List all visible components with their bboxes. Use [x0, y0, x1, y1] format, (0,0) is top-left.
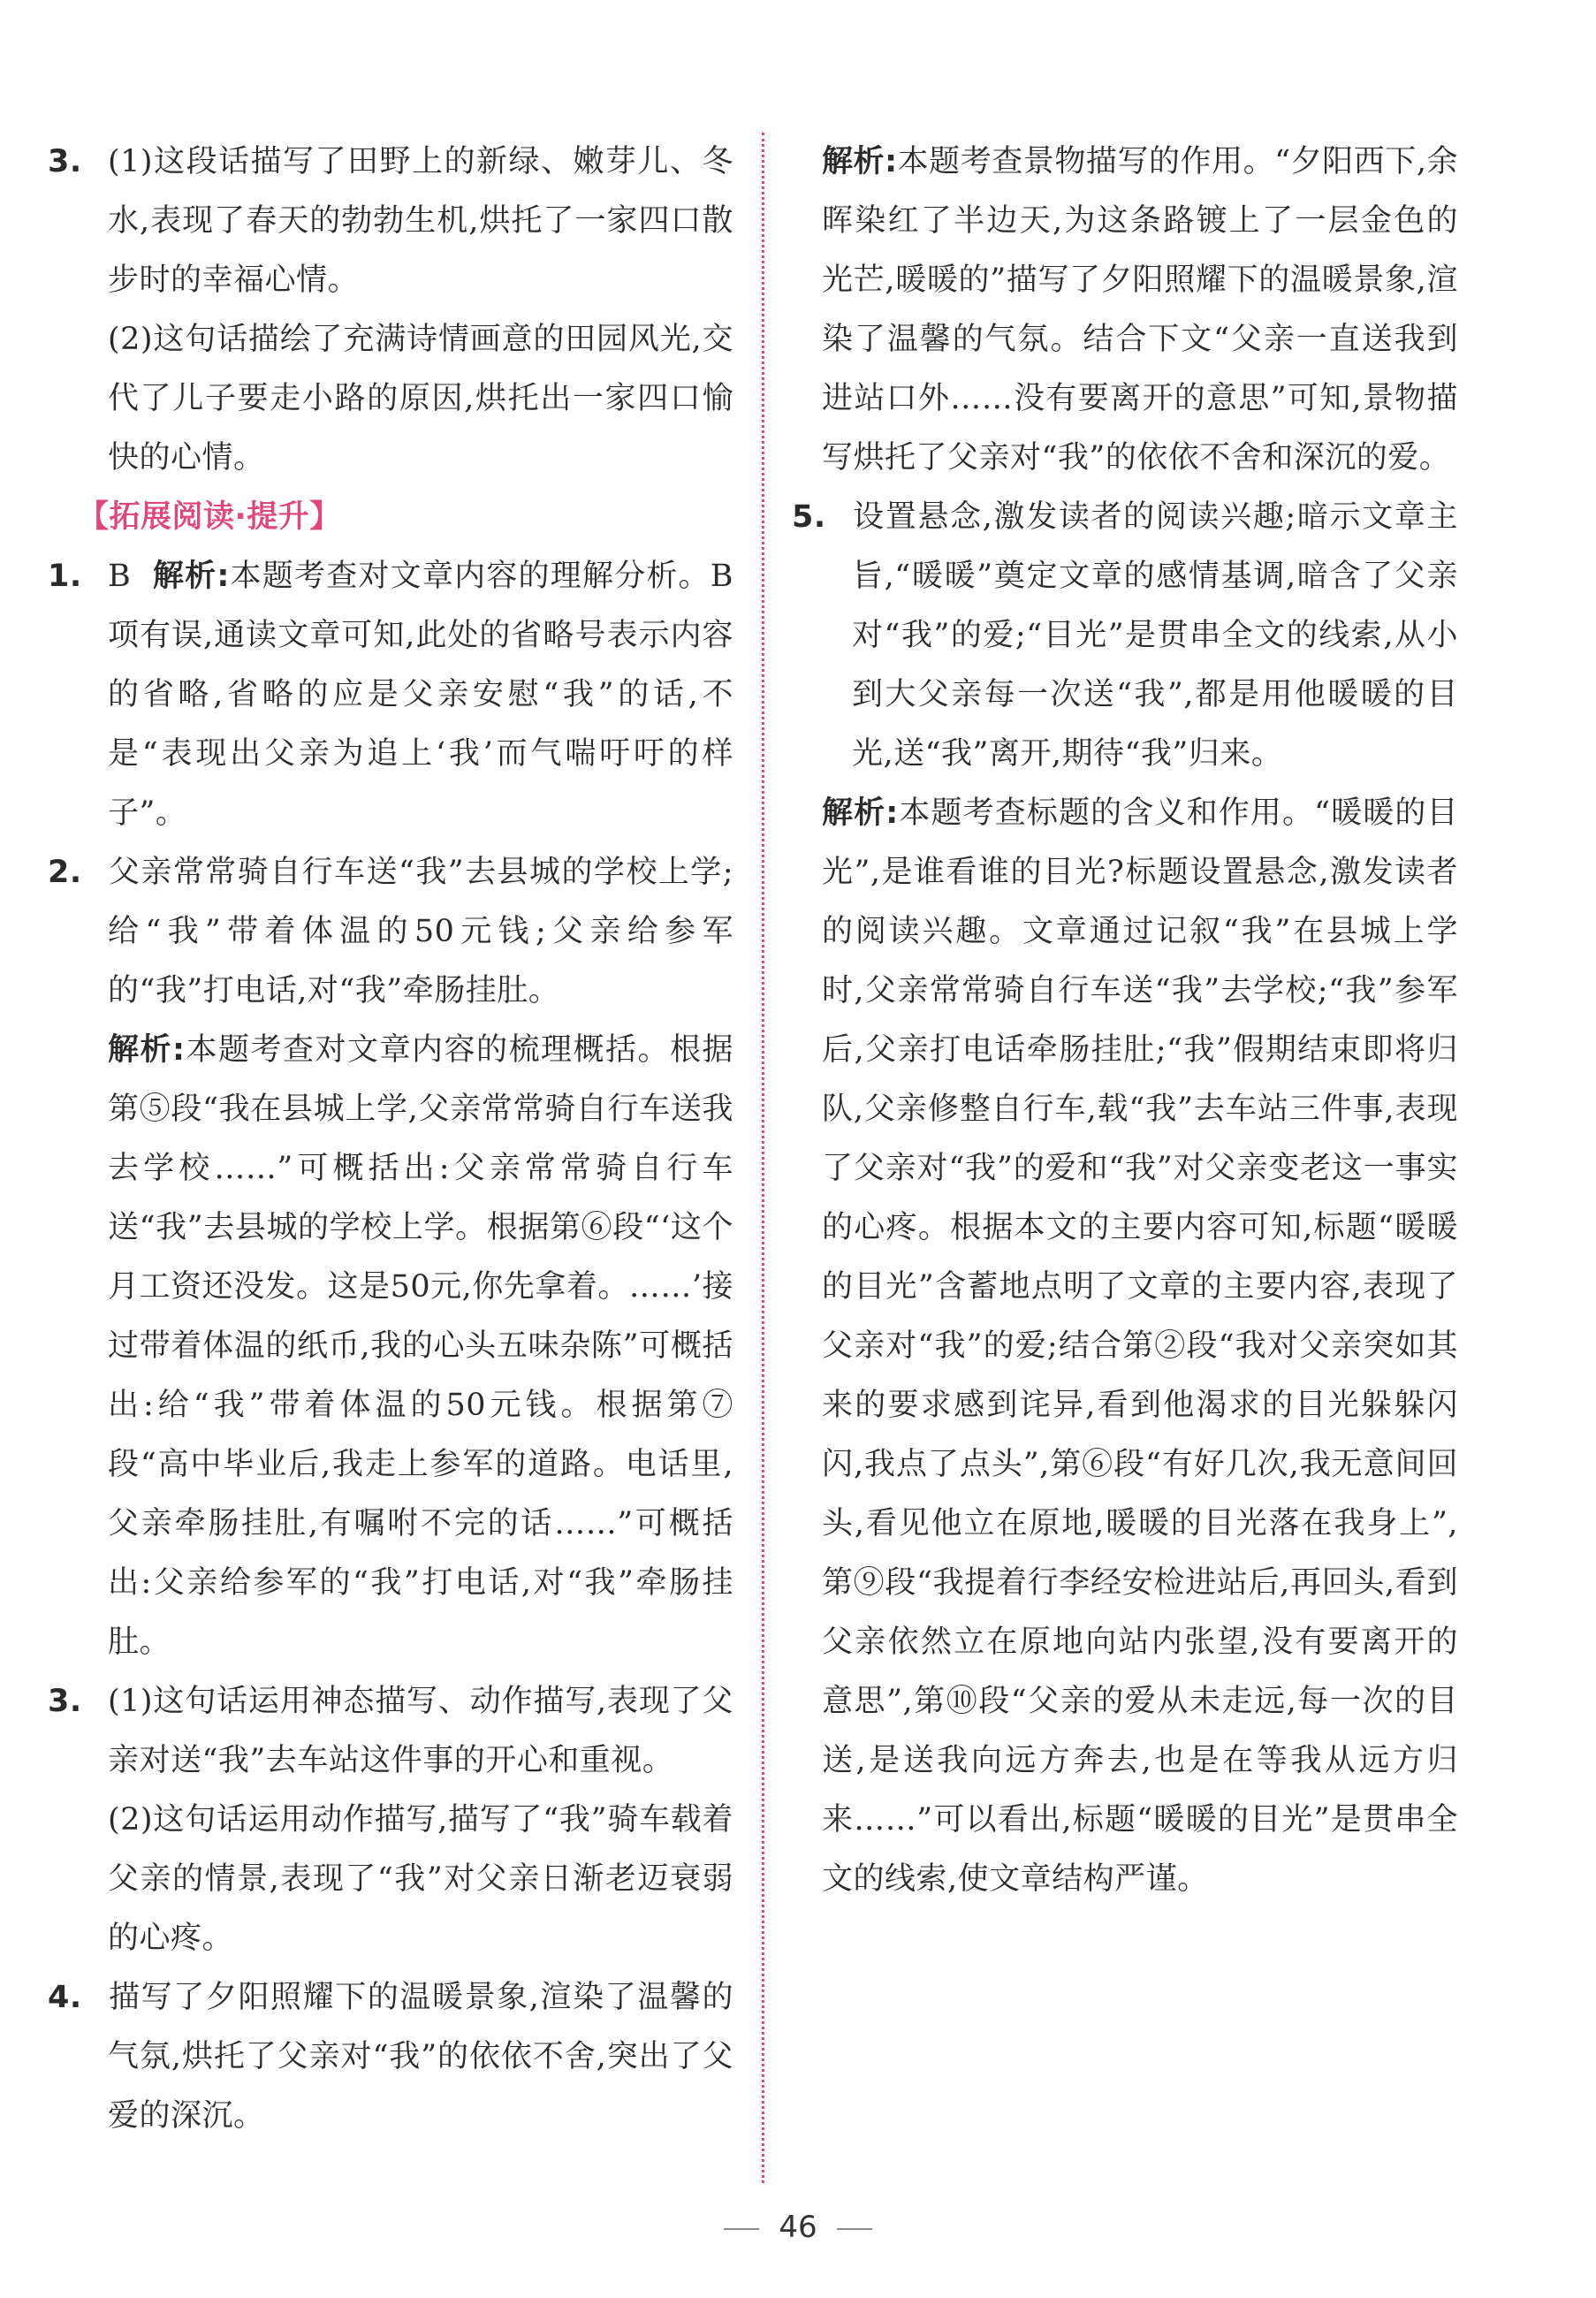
extended-q4-analysis: 本题考查景物描写的作用。“夕阳西下,余晖染红了半边天,为这条路镀上了一层金色的光芒,暖暖的”描写了夕阳照耀下的温暖景象,渲染了温馨的气氛。结合下文“父亲一直送我到进站口外……没有要离开的意思”可知,景物描写烘托了父亲对“我”的依依不舍和深沉的爱。 — [822, 144, 1458, 476]
left-column — [48, 133, 733, 2146]
extended-q5-answer: 设置悬念,激发读者的阅读兴趣;暗示文章主旨,“暖暖”奠定文章的感情基调,暗含了父亲对“我”的爱;“目光”是贯串全文的线索,从小到大父亲每一次送“我”,都是用他暖暖的目光,送“我”离开,期待“我”归来。 — [852, 499, 1458, 772]
extended-q4-answer: 描写了夕阳照耀下的温暖景象,渲染了温馨的气氛,烘托了父亲对“我”的依依不舍,突出了父爱的深沉。 — [108, 1980, 733, 2134]
extended-q5-number: 5. — [792, 499, 826, 535]
q3-part1 — [48, 133, 733, 310]
extended-q4-analysis-label: 解析: — [822, 144, 898, 179]
extended-q1 — [48, 547, 733, 843]
extended-q4 — [48, 1968, 733, 2146]
extended-q1-analysis: 本题考查对文章内容的理解分析。B项有误,通读文章可知,此处的省略号表示内容的省略,省略的应是父亲安慰“我”的话,不是“表现出父亲为追上‘我’而气喘吁吁的样子”。 — [108, 559, 733, 831]
extended-q3-part1 — [48, 1672, 733, 1791]
extended-q2-answer: 父亲常常骑自行车送“我”去县城的学校上学;给“我”带着体温的50元钱;父亲给参军的“我”打电话,对“我”牵肠挂肚。 — [108, 855, 733, 1008]
extended-q1-analysis-label: 解析: — [152, 559, 230, 594]
extended-q3-part1-text: (1)这句话运用神态描写、动作描写,表现了父亲对送“我”去车站这件事的开心和重视。 — [108, 1684, 733, 1778]
right-column — [792, 133, 1458, 1909]
extended-q2-analysis: 本题考查对文章内容的梳理概括。根据第⑤段“我在县城上学,父亲常常骑自行车送我去学校……”可概括出:父亲常常骑自行车送“我”去县城的学校上学。根据第⑥段“‘这个月工资还没发。这是50元,你先拿着。……’接过带着体温的纸币,我的心头五味杂陈”可概括出:给“我”带着体温的50元钱。根据第⑦段“高中毕业后,我走上参军的道路。电话里,父亲牵肠挂肚,有嘱咐不完的话……”可概括出:父亲给参军的“我”打电话,对“我”牵肠挂肚。 — [108, 1032, 733, 1660]
q3-part1-text: (1)这段话描写了田野上的新绿、嫩芽儿、冬水,表现了春天的勃勃生机,烘托了一家四口散步时的幸福心情。 — [108, 144, 733, 298]
extended-q3-number: 3. — [48, 1684, 82, 1719]
extended-q5-analysis-label: 解析: — [822, 795, 899, 831]
q3-part2: (2)这句话描绘了充满诗情画意的田园风光,交代了儿子要走小路的原因,烘托出一家四口愉快的心情。 — [108, 322, 733, 476]
extended-q1-number: 1. — [48, 559, 82, 594]
extended-q2-analysis-label: 解析: — [108, 1032, 186, 1068]
page-number: 46 — [779, 2210, 817, 2245]
extended-q1-answer: B — [108, 559, 132, 594]
section-title: 【拓展阅读·提升】 — [78, 499, 341, 535]
footer-dash-left — [724, 2228, 759, 2230]
extended-q5-analysis: 本题考查标题的含义和作用。“暖暖的目光”,是谁看谁的目光?标题设置悬念,激发读者的阅读兴趣。文章通过记叙“我”在县城上学时,父亲常常骑自行车送“我”去学校;“我”参军后,父亲打电话牵肠挂肚;“我”假期结束即将归队,父亲修整自行车,载“我”去车站三件事,表现了父亲对“我”的爱和“我”对父亲变老这一事实的心疼。根据本文的主要内容可知,标题“暖暖的目光”含蓄地点明了文章的主要内容,表现了父亲对“我”的爱;结合第②段“我对父亲突如其来的要求感到诧异,看到他渴求的目光躲躲闪闪,我点了点头”,第⑥段“有好几次,我无意间回头,看见他立在原地,暖暖的目光落在我身上”,第⑨段“我提着行李经安检进站后,再回头,看到父亲依然立在原地向站内张望,没有要离开的意思”,第⑩段“父亲的爱从未走远,每一次的目送,是送我向远方奔去,也是在等我从远方归来……”可以看出,标题“暖暖的目光”是贯串全文的线索,使文章结构严谨。 — [822, 795, 1458, 1897]
extended-q5 — [792, 488, 1458, 784]
extended-q5-analysis-block — [822, 784, 1458, 1909]
extended-q2-analysis-block — [78, 1021, 733, 1672]
extended-q2-number: 2. — [48, 855, 82, 890]
extended-q3-part2: (2)这句话运用动作描写,描写了“我”骑车载着父亲的情景,表现了“我”对父亲日渐老迈衰弱的心疼。 — [108, 1802, 733, 1956]
extended-q2 — [48, 843, 733, 1021]
q3-number: 3. — [48, 144, 82, 179]
extended-q4-analysis-block — [822, 133, 1458, 488]
column-divider — [762, 133, 764, 2183]
footer-dash-right — [837, 2228, 872, 2230]
extended-q4-number: 4. — [48, 1980, 82, 2015]
page-footer — [0, 2210, 1596, 2245]
